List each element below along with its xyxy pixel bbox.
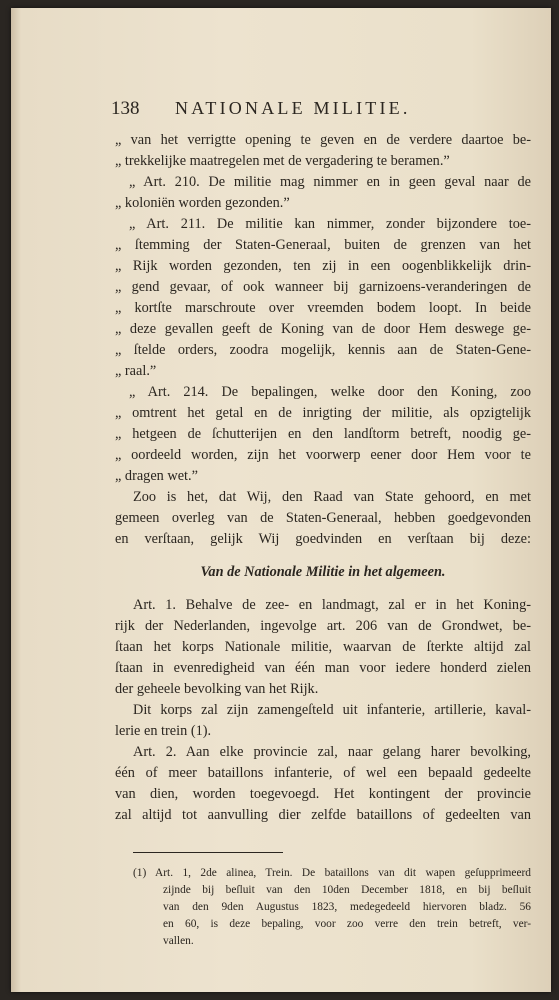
page-header (111, 98, 531, 128)
footnote (115, 865, 531, 950)
text-line: lerie en trein (1). (115, 723, 212, 739)
text-line: „ kortſte marschroute over vreemden bodem loopt. In beide (115, 300, 531, 316)
running-title: NATIONALE MILITIE. (175, 98, 411, 118)
text-line: Art. 1. Behalve de zee- en landmagt, zal er in het Koning- (133, 597, 531, 613)
text-line: ſtaan in evenredigheid van één man voor iedere honderd zielen (115, 660, 531, 676)
text-line: Art. 2. Aan elke provincie zal, naar gelang harer bevolking, (133, 744, 531, 760)
page-number: 138 (111, 98, 140, 119)
text-line: van dien, worden toegevoegd. Het kontingent der provincie (115, 786, 531, 802)
text-line: rijk der Nederlanden, ingevolge art. 206 van de Grondwet, be- (115, 618, 531, 634)
page-body (115, 130, 531, 950)
text-line: ſtaan het korps Nationale militie, waarvan de ſterkte altijd zal (115, 639, 531, 655)
text-line: „ hetgeen de ſchutterijen en den landſtorm betreft, noodig ge- (115, 426, 531, 442)
text-line: „ ſtelde orders, zoodra mogelijk, kennis aan de Staten-Gene- (115, 342, 531, 358)
text-line: „ Rijk worden gezonden, ten zij in een oogenblikkelijk drin- (115, 258, 531, 274)
text-line: „ van het verrigtte opening te geven en de verdere daartoe be- (115, 132, 531, 148)
text-line: „ Art. 211. De militie kan nimmer, zonder bijzondere toe- (129, 216, 531, 232)
text-line: „ omtrent het getal en de inrigting der militie, als opzigtelijk (115, 405, 531, 421)
text-line: der geheele bevolking van het Rijk. (115, 681, 319, 697)
footnote-rule (133, 852, 283, 853)
text-line: Dit korps zal zijn zamengeſteld uit infanterie, artillerie, kaval- (133, 702, 531, 718)
footnote-line: zijnde bij beſluit van den 10den December 1818, en bij beſluit (163, 884, 531, 896)
text-line: Zoo is het, dat Wij, den Raad van State gehoord, en met (133, 489, 531, 505)
text-line: één of meer bataillons infanterie, of wel een bepaald gedeelte (115, 765, 531, 781)
book-page (11, 8, 551, 992)
text-line: gemeen overleg van de Staten-Generaal, hebben goedgevonden (115, 510, 531, 526)
footnote-line: vallen. (163, 935, 194, 947)
text-line: zal altijd tot aanvulling dier zelfde bataillons of gedeelten van (115, 807, 531, 823)
text-line: „ raal.” (115, 363, 157, 379)
footnote-line: van den 9den Augustus 1823, medegedeeld hiervoren bladz. 56 (163, 901, 531, 913)
footnote-line: en 60, is deze bepaling, voor zoo verre den trein betreft, ver- (163, 918, 531, 930)
text-line: „ Art. 210. De militie mag nimmer en in geen geval naar de (129, 174, 531, 190)
text-line: „ ſtemming der Staten-Generaal, buiten de grenzen van het (115, 237, 531, 253)
text-line: „ trekkelijke maatregelen met de vergadering te beramen.” (115, 153, 450, 169)
text-line: „ oordeeld worden, zijn het voorwerp eener door Hem voor te (115, 447, 531, 463)
text-line: „ gend gevaar, of ook wanneer bij garnizoens-veranderingen de (115, 279, 531, 295)
text-line: „ Art. 214. De bepalingen, welke door den Koning, zoo (129, 384, 531, 400)
text-line: „ deze gevallen geeft de Koning van de door Hem deswege ge- (115, 321, 531, 337)
text-line: „ dragen wet.” (115, 468, 198, 484)
footnote-line: (1) Art. 1, 2de alinea, Trein. De bataillons van dit wapen geſupprimeerd (133, 867, 531, 879)
section-heading: Van de Nationale Militie in het algemeen. (200, 564, 446, 580)
text-line: „ koloniën worden gezonden.” (115, 195, 290, 211)
text-line: en verſtaan, gelijk Wij goedvinden en verſtaan bij deze: (115, 531, 531, 547)
